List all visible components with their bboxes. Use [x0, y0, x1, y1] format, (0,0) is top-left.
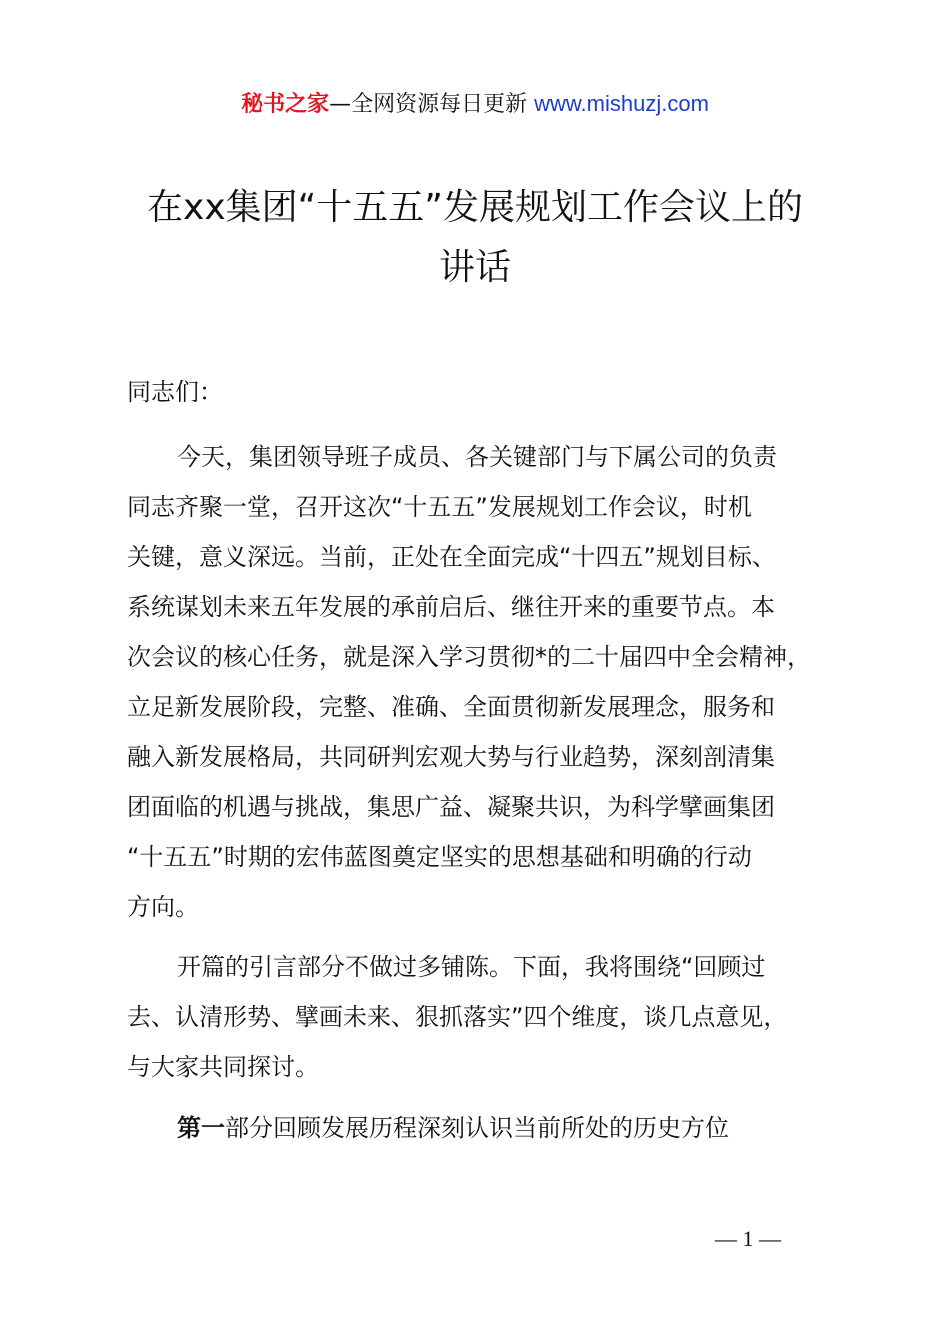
paragraph-line: 与大家共同探讨。: [127, 1053, 319, 1081]
paragraph-line: 关键，意义深远。当前，正处在全面完成“十四五”规划目标、: [127, 543, 776, 571]
document-title: [100, 178, 850, 298]
paragraph-line: 今天，集团领导班子成员、各关键部门与下属公司的负责: [177, 443, 777, 471]
paragraph-line: 立足新发展阶段，完整、准确、全面贯彻新发展理念，服务和: [127, 693, 775, 721]
paragraph-line: 开篇的引言部分不做过多铺陈。下面，我将围绕“回顾过: [177, 953, 766, 981]
paragraph-line: 融入新发展格局，共同研判宏观大势与行业趋势，深刻剖清集: [127, 743, 775, 771]
section-heading-text: 部分回顾发展历程深刻认识当前所处的历史方位: [225, 1114, 729, 1142]
paragraph-line: 同志齐聚一堂，召开这次“十五五”发展规划工作会议，时机: [127, 493, 752, 521]
outline-paragraph: [127, 942, 857, 1092]
site-url-link[interactable]: www.mishuzj.com: [534, 91, 709, 116]
paragraph-line: 方向。: [127, 893, 199, 921]
paragraph-line: 系统谋划未来五年发展的承前启后、继往开来的重要节点。本: [127, 593, 775, 621]
page-number: — 1 —: [715, 1226, 781, 1251]
opening-paragraph: [127, 432, 857, 932]
paragraph-line: “十五五”时期的宏伟蓝图奠定坚实的思想基础和明确的行动: [127, 843, 752, 871]
paragraph-line: 团面临的机遇与挑战，集思广益、凝聚共识，为科学擘画集团: [127, 793, 775, 821]
banner-tagline: —全网资源每日更新: [329, 92, 535, 117]
paragraph-line: 次会议的核心任务，就是深入学习贯彻*的二十届四中全会精神，: [127, 643, 811, 671]
title-line-2: 讲话: [438, 247, 511, 288]
brand-name: 秘书之家: [241, 92, 330, 117]
section-heading: [177, 1103, 729, 1153]
salutation: 同志们：: [127, 378, 223, 406]
site-banner: [0, 88, 950, 121]
paragraph-line: 去、认清形势、擘画未来、狠抓落实”四个维度，谈几点意见，: [127, 1003, 788, 1031]
section-heading-bold: 第一: [177, 1114, 225, 1142]
title-line-1: 在xx集团“十五五”发展规划工作会议上的: [147, 187, 803, 228]
